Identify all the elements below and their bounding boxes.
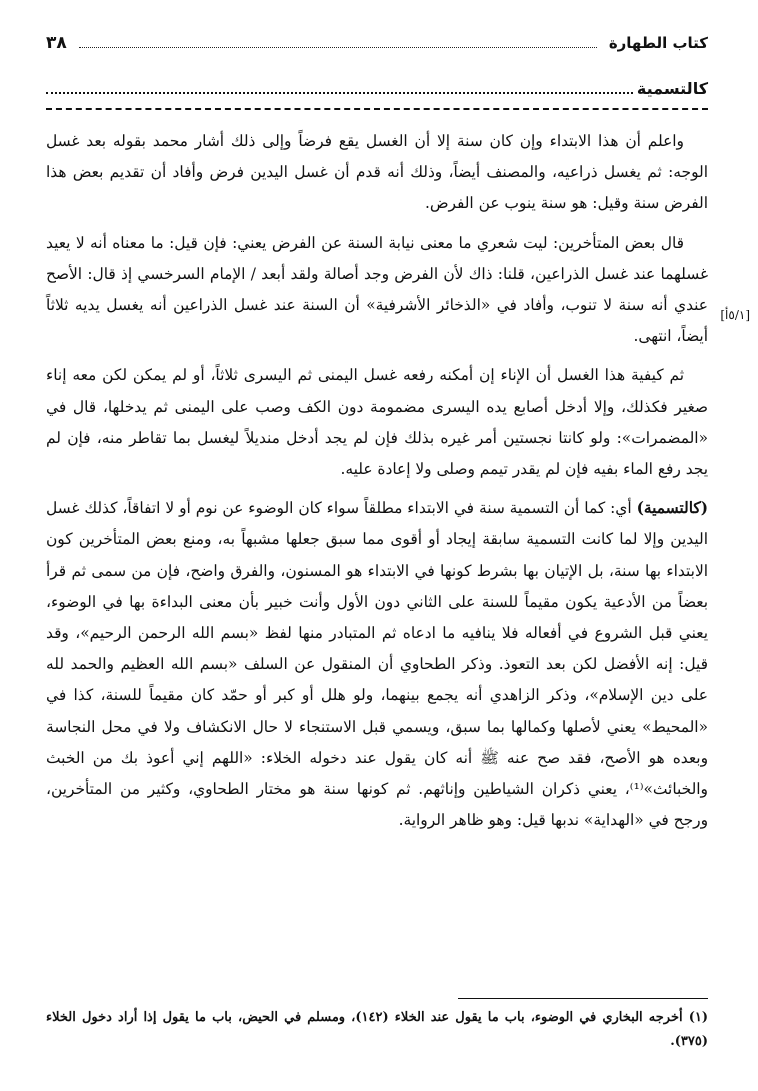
paragraph (46, 493, 708, 836)
paragraph (46, 360, 708, 485)
footnote-rule (458, 998, 708, 999)
paragraph-text: قال بعض المتأخرين: ليت شعري ما معنى نيابة السنة عن الفرض يعني: فإن قيل: ما معناه أنه لا يعيد غسلهما عند غسل الذراعين، قلنا: ذاك لأن الفرض وجد أصالة ولقد أبعد / الإمام السرخسي إذ قال: الأصح عندي أنه سنة لا تنوب، وأفاد في «الذخائر الأشرفية» أن السنة عند غسل الذراعين أنه يغسل يديه ثلاثاً أيضاً، انتهى. (46, 233, 708, 346)
book-title: كتاب الطهارة (608, 34, 708, 52)
commentary-body (46, 126, 708, 844)
matn-dashed-separator (46, 108, 708, 110)
running-header (46, 30, 708, 56)
matn-text: كالتسمية (636, 78, 708, 98)
paragraph-text: ثم كيفية هذا الغسل أن الإناء إن أمكنه رفعه غسل اليمنى ثم اليسرى ثلاثاً، أو لم يمكن لكن معه إناء صغير فكذلك، وإلا أدخل أصابع يده اليسرى مضمومة دون الكف وصب على اليمنى ثم يدخلها، قال في «المضمرات»: ولو كانتا نجستين أمر غيره بذلك فإن لم يجد أدخل منديلاً ليغسل بما تقاطر منه، فإن لم يجد رفع الماء بفيه فإن لم يقدر تيمم وصلى ولا إعادة عليه. (46, 366, 708, 479)
margin-manuscript-ref: [٥/١أ] (720, 308, 750, 322)
footnote: (١) أخرجه البخاري في الوضوء، باب ما يقول عند الخلاء (١٤٢)، ومسلم في الحيض، باب ما يقول إذا أراد دخول الخلاء (٣٧٥). (46, 1010, 708, 1049)
header-dotted-rule (79, 47, 597, 48)
page-number: ٣٨ (46, 33, 67, 53)
lemma: (كالتسمية) (636, 499, 708, 518)
paragraph-text: أي: كما أن التسمية سنة في الابتداء مطلقاً سواء كان الوضوء عن نوم أو لا اتفاقاً، كذلك غسل اليدين وإلا لما كانت التسمية سابقة إيجاد أو أقوى مما سبق جعلها مشبهاً به، ومنع بعض المتأخرين كون الابتداء بها سنة، بل الإتيان بها بشرط كونها في الابتداء هو المسنون، والفرق واضح، فإن من سمى ثم قرأ بعضاً من الأدعية يكون مقيماً للسنة على الثاني دون الأول وأنت خبير بأن معنى البداءة بها في الوضوء، يعني قبل الشروع في أفعاله فلا ينافيه ما ادعاه ثم المتبادر منها لفظ «بسم الله الرحمن الرحيم»، وقد قيل: إنه الأفضل لكن بعد التعوذ. وذكر الطحاوي أن المنقول عن السلف «بسم الله العظيم والحمد لله على دين الإسلام»، وذكر الزاهدي أنه يجمع بينهما، ولو هلل أو كبر أو حمّد كان مقيماً للسنة، كذا في «المحيط» يعني لأصلها وكمالها بما سبق، ويسمي قبل الاستنجاء لا حال الانكشاف ولا في محل النجاسة وبعده هو الأصح، فقد صح عنه ﷺ أنه كان يقول عند دخوله الخلاء: «اللهم إني أعوذ بك من الخبث والخبائث»⁽¹⁾، يعني ذكران الشياطين وإناثهم. ثم كونها سنة هو مختار الطحاوي، وكثير من المتأخرين، ورجح في «الهداية» ندبها قيل: وهو ظاهر الرواية. (46, 499, 708, 830)
matn-line (46, 76, 708, 100)
matn-dotted-rule (46, 92, 633, 94)
footnotes (46, 1006, 708, 1054)
paragraph (46, 228, 708, 353)
paragraph (46, 126, 708, 220)
paragraph-text: واعلم أن هذا الابتداء وإن كان سنة إلا أن الغسل يقع فرضاً وإلى ذلك أشار محمد بقوله بعد غسل الوجه: ثم يغسل ذراعيه، والمصنف أيضاً، وذلك أنه قدم أن غسل اليدين فرض وأفاد أن تقديم بعض هذا الفرض سنة وقيل: هو سنة ينوب عن الفرض. (46, 132, 708, 213)
